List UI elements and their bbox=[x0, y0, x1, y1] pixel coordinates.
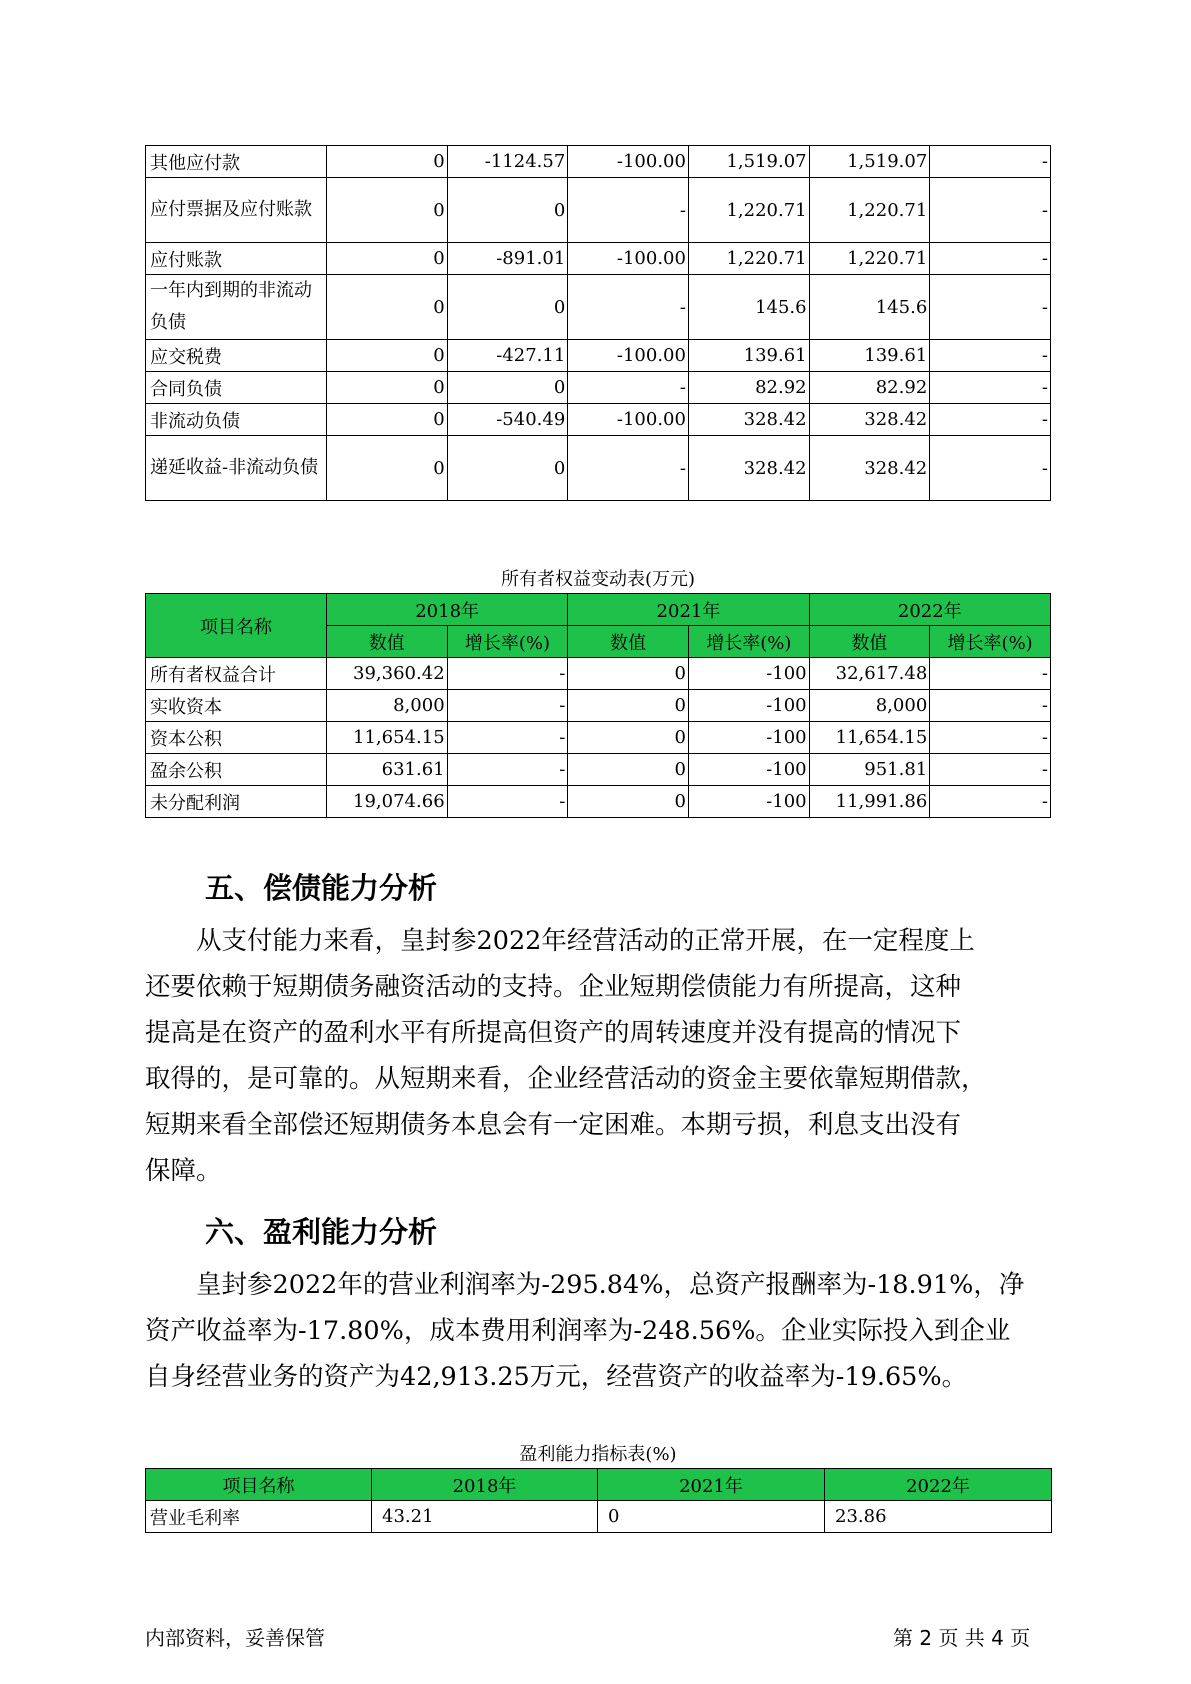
paragraph-line: 皇封参2022年的营业利润率为-295.84%，总资产报酬率为-18.91%，净 bbox=[145, 1270, 1025, 1300]
footer-note: 内部资料，妥善保管 bbox=[145, 1626, 325, 1650]
table-row bbox=[146, 1501, 1052, 1533]
table-cell: - bbox=[447, 690, 568, 722]
table-row bbox=[146, 722, 1051, 754]
table-cell: 0 bbox=[326, 436, 447, 501]
row-label: 其他应付款 bbox=[146, 146, 327, 178]
table-cell: 43.21 bbox=[372, 1501, 598, 1533]
row-label: 应付账款 bbox=[146, 243, 327, 275]
table-cell: -1124.57 bbox=[447, 146, 568, 178]
table-cell: 0 bbox=[326, 178, 447, 243]
table-cell: - bbox=[930, 754, 1051, 786]
header-growth: 增长率(%) bbox=[447, 626, 568, 658]
table-cell: 0 bbox=[568, 690, 689, 722]
row-label: 所有者权益合计 bbox=[146, 658, 327, 690]
table-row bbox=[146, 146, 1051, 178]
table-cell: 0 bbox=[326, 372, 447, 404]
table-row bbox=[146, 436, 1051, 501]
table-cell: 0 bbox=[568, 658, 689, 690]
row-label: 资本公积 bbox=[146, 722, 327, 754]
table-cell: 11,991.86 bbox=[809, 786, 930, 818]
table-cell: -100 bbox=[688, 722, 809, 754]
table-cell: - bbox=[447, 754, 568, 786]
table-cell: - bbox=[930, 243, 1051, 275]
table-cell: - bbox=[930, 658, 1051, 690]
table-cell: - bbox=[930, 722, 1051, 754]
table-cell: 0 bbox=[447, 436, 568, 501]
header-value: 数值 bbox=[809, 626, 930, 658]
table-cell: 0 bbox=[326, 243, 447, 275]
paragraph-line: 还要依赖于短期债务融资活动的支持。企业短期偿债能力有所提高，这种 bbox=[145, 972, 962, 1002]
paragraph-line: 资产收益率为-17.80%，成本费用利润率为-248.56%。企业实际投入到企业 bbox=[145, 1316, 1011, 1346]
table-cell: -100.00 bbox=[568, 340, 689, 372]
table-cell: 8,000 bbox=[809, 690, 930, 722]
row-label: 实收资本 bbox=[146, 690, 327, 722]
table-cell: - bbox=[930, 275, 1051, 340]
table-cell: -427.11 bbox=[447, 340, 568, 372]
table-cell: - bbox=[447, 658, 568, 690]
table-cell: 11,654.15 bbox=[326, 722, 447, 754]
table-cell: -100 bbox=[688, 786, 809, 818]
table-cell: 0 bbox=[447, 178, 568, 243]
table-cell: 1,519.07 bbox=[809, 146, 930, 178]
profit-table bbox=[145, 1468, 1052, 1533]
row-label: 应付票据及应付账款 bbox=[146, 178, 327, 243]
row-label: 营业毛利率 bbox=[146, 1501, 372, 1533]
table-cell: 11,654.15 bbox=[809, 722, 930, 754]
row-label: 未分配利润 bbox=[146, 786, 327, 818]
profit-table-caption: 盈利能力指标表(%) bbox=[519, 1444, 677, 1465]
table-row bbox=[146, 690, 1051, 722]
table-cell: - bbox=[930, 178, 1051, 243]
equity-table bbox=[145, 593, 1051, 818]
table-cell: -100 bbox=[688, 690, 809, 722]
paragraph-line: 提高是在资产的盈利水平有所提高但资产的周转速度并没有提高的情况下 bbox=[145, 1018, 962, 1048]
table-cell: 0 bbox=[568, 786, 689, 818]
table-cell: 139.61 bbox=[809, 340, 930, 372]
paragraph-line: 取得的，是可靠的。从短期来看，企业经营活动的资金主要依靠短期借款， bbox=[145, 1064, 987, 1094]
table-cell: 139.61 bbox=[688, 340, 809, 372]
header-growth: 增长率(%) bbox=[688, 626, 809, 658]
paragraph-line: 自身经营业务的资产为42,913.25万元，经营资产的收益率为-19.65%。 bbox=[145, 1362, 968, 1392]
liabilities-table bbox=[145, 145, 1051, 501]
table-cell: -540.49 bbox=[447, 404, 568, 436]
header-value: 数值 bbox=[568, 626, 689, 658]
paragraph-line: 短期来看全部偿还短期债务本息会有一定困难。本期亏损，利息支出没有 bbox=[145, 1110, 962, 1140]
table-cell: 0 bbox=[568, 722, 689, 754]
table-cell: - bbox=[930, 690, 1051, 722]
table-row bbox=[146, 340, 1051, 372]
row-label: 盈余公积 bbox=[146, 754, 327, 786]
table-row bbox=[146, 178, 1051, 243]
table-cell: - bbox=[930, 786, 1051, 818]
row-label: 一年内到期的非流动负债 bbox=[146, 275, 327, 340]
table-cell: - bbox=[930, 340, 1051, 372]
table-cell: 0 bbox=[326, 275, 447, 340]
table-cell: 82.92 bbox=[688, 372, 809, 404]
table-cell: 1,220.71 bbox=[688, 243, 809, 275]
table-cell: -891.01 bbox=[447, 243, 568, 275]
table-cell: -100 bbox=[688, 658, 809, 690]
table-cell: -100 bbox=[688, 754, 809, 786]
table-cell: - bbox=[568, 178, 689, 243]
table-cell: 951.81 bbox=[809, 754, 930, 786]
table-cell: 0 bbox=[326, 404, 447, 436]
table-row bbox=[146, 786, 1051, 818]
table-cell: - bbox=[930, 146, 1051, 178]
table-cell: - bbox=[930, 436, 1051, 501]
header-growth: 增长率(%) bbox=[930, 626, 1051, 658]
table-cell: 145.6 bbox=[809, 275, 930, 340]
table-cell: 1,220.71 bbox=[809, 178, 930, 243]
table-row bbox=[146, 404, 1051, 436]
table-cell: 23.86 bbox=[825, 1501, 1052, 1533]
table-row bbox=[146, 243, 1051, 275]
table-cell: - bbox=[930, 372, 1051, 404]
table-cell: - bbox=[568, 436, 689, 501]
table-cell: 1,220.71 bbox=[809, 243, 930, 275]
header-year-2018: 2018年 bbox=[372, 1469, 598, 1501]
profitability-heading: 六、盈利能力分析 bbox=[205, 1215, 438, 1249]
table-cell: 328.42 bbox=[809, 404, 930, 436]
row-label: 合同负债 bbox=[146, 372, 327, 404]
table-cell: 328.42 bbox=[688, 436, 809, 501]
paragraph-line: 保障。 bbox=[145, 1156, 222, 1186]
row-label: 应交税费 bbox=[146, 340, 327, 372]
table-cell: - bbox=[568, 275, 689, 340]
table-row bbox=[146, 275, 1051, 340]
header-item-name: 项目名称 bbox=[146, 1469, 372, 1501]
header-year-2022: 2022年 bbox=[825, 1469, 1052, 1501]
header-year-2021: 2021年 bbox=[568, 594, 809, 626]
table-cell: 32,617.48 bbox=[809, 658, 930, 690]
paragraph-line: 从支付能力来看，皇封参2022年经营活动的正常开展，在一定程度上 bbox=[145, 926, 975, 956]
table-cell: -100.00 bbox=[568, 146, 689, 178]
table-cell: - bbox=[568, 372, 689, 404]
table-cell: 328.42 bbox=[809, 436, 930, 501]
table-cell: 0 bbox=[326, 340, 447, 372]
table-cell: 145.6 bbox=[688, 275, 809, 340]
table-cell: 0 bbox=[447, 372, 568, 404]
profitability-paragraph bbox=[145, 1262, 1051, 1400]
equity-table-caption: 所有者权益变动表(万元) bbox=[500, 569, 696, 590]
solvency-heading: 五、偿债能力分析 bbox=[205, 871, 438, 905]
table-row bbox=[146, 754, 1051, 786]
header-year-2018: 2018年 bbox=[326, 594, 567, 626]
header-year-2022: 2022年 bbox=[809, 594, 1050, 626]
table-cell: - bbox=[447, 786, 568, 818]
table-cell: 0 bbox=[568, 754, 689, 786]
table-cell: 0 bbox=[447, 275, 568, 340]
table-cell: 39,360.42 bbox=[326, 658, 447, 690]
table-cell: - bbox=[930, 404, 1051, 436]
header-year-2021: 2021年 bbox=[598, 1469, 825, 1501]
table-row bbox=[146, 658, 1051, 690]
row-label: 递延收益-非流动负债 bbox=[146, 436, 327, 501]
table-cell: -100.00 bbox=[568, 404, 689, 436]
solvency-paragraph bbox=[145, 918, 1051, 1194]
table-cell: 8,000 bbox=[326, 690, 447, 722]
table-cell: 328.42 bbox=[688, 404, 809, 436]
table-cell: 1,220.71 bbox=[688, 178, 809, 243]
table-cell: 82.92 bbox=[809, 372, 930, 404]
table-cell: 19,074.66 bbox=[326, 786, 447, 818]
table-cell: - bbox=[447, 722, 568, 754]
table-cell: 1,519.07 bbox=[688, 146, 809, 178]
table-cell: -100.00 bbox=[568, 243, 689, 275]
table-row bbox=[146, 372, 1051, 404]
table-cell: 0 bbox=[326, 146, 447, 178]
header-value: 数值 bbox=[326, 626, 447, 658]
header-item-name: 项目名称 bbox=[146, 594, 327, 658]
page-number: 第 2 页 共 4 页 bbox=[893, 1626, 1031, 1650]
table-cell: 631.61 bbox=[326, 754, 447, 786]
table-cell: 0 bbox=[598, 1501, 825, 1533]
row-label: 非流动负债 bbox=[146, 404, 327, 436]
